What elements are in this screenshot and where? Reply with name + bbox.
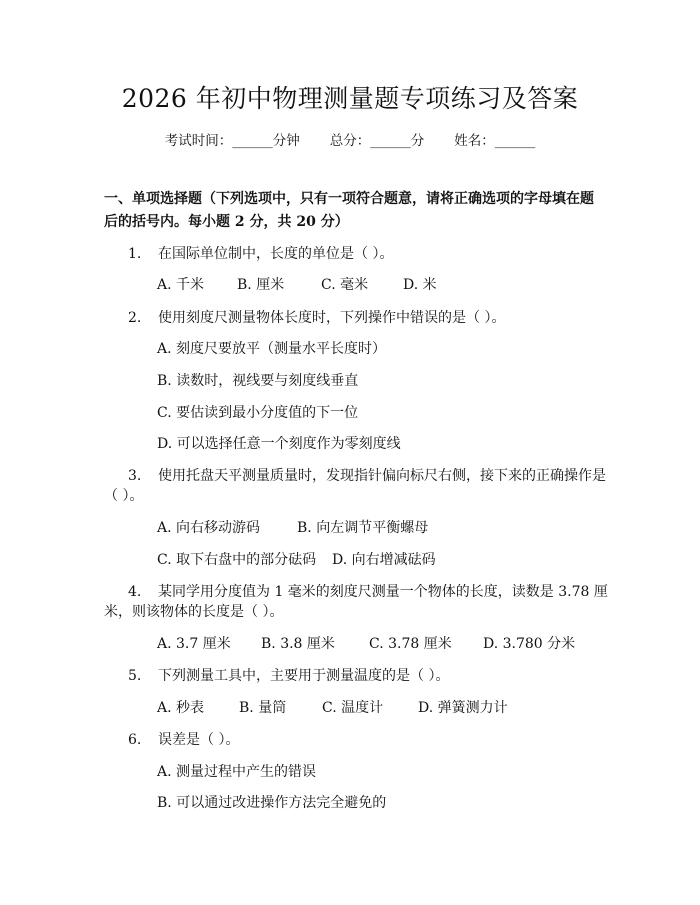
question-number: 4. [128,584,142,600]
score-label: 总分： [329,133,371,149]
question-4-options [157,634,575,654]
option-b: B. 向左调节平衡螺母 [297,520,429,536]
question-6-option-b: B. 可以通过改进操作方法完全避免的 [157,795,387,811]
question-3-options-row-1 [157,518,428,538]
option-a: A. 秒表 [157,700,205,716]
question-4-continuation: 米，则该物体的长度是（ ）。 [104,604,284,620]
exam-meta-line [0,131,700,151]
question-6 [128,730,239,750]
section-heading: 一、单项选择题（下列选项中，只有一项符合题意，请将正确选项的字母填在题后的括号内。每小题 2 分，共 20 分） [104,191,594,230]
question-6-option-a: A. 测量过程中产生的错误 [157,764,317,780]
question-text: 下列测量工具中，主要用于测量温度的是（ ）。 [158,668,450,684]
question-2-option-a: A. 刻度尺要放平（测量水平长度时） [157,341,387,357]
question-number: 2. [128,310,142,326]
question-number: 3. [128,468,142,484]
question-3-options-row-2 [157,550,436,570]
time-unit: 分钟 [272,133,300,149]
option-d: D. 向右增减砝码 [332,552,436,568]
option-c: C. 取下右盘中的部分砝码 [157,552,317,568]
option-d: D. 米 [403,277,437,293]
name-label: 姓名： [454,133,495,149]
option-c: C. 温度计 [322,700,384,716]
page-title: 2026 年初中物理测量题专项练习及答案 [121,84,579,113]
question-text: 使用托盘天平测量质量时，发现指针偏向标尺右侧，接下来的正确操作是 [158,468,606,484]
option-d: D. 弹簧测力计 [418,700,508,716]
question-text: 在国际单位制中，长度的单位是（ ）。 [158,246,394,262]
question-2-option-b: B. 读数时，视线要与刻度线垂直 [157,373,359,389]
option-d: D. 3.780 分米 [483,636,576,652]
option-c: C. 3.78 厘米 [369,636,452,652]
option-b: B. 厘米 [237,277,285,293]
option-b: B. 量筒 [239,700,287,716]
question-5 [128,666,449,686]
question-1 [128,244,393,264]
question-4 [128,582,608,602]
option-a: A. 3.7 厘米 [157,636,231,652]
option-c: C. 毫米 [321,277,369,293]
option-a: A. 千米 [157,277,205,293]
question-text: 误差是（ ）。 [158,732,240,748]
question-3 [128,466,606,486]
question-1-options [157,275,437,295]
question-2-option-d: D. 可以选择任意一个刻度作为零刻度线 [157,436,401,452]
question-3-continuation: （ ）。 [104,488,144,504]
question-number: 6. [128,732,142,748]
question-number: 5. [128,668,142,684]
time-blank: ______ [232,133,273,149]
option-b: B. 3.8 厘米 [261,636,335,652]
question-5-options [157,698,508,718]
option-a: A. 向右移动游码 [157,520,261,536]
question-text: 使用刻度尺测量物体长度时，下列操作中错误的是（ ）。 [158,310,506,326]
question-text: 某同学用分度值为 1 毫米的刻度尺测量一个物体的长度，读数是 3.78 厘 [158,584,608,600]
time-label: 考试时间： [164,133,233,149]
score-blank: ______ [370,133,411,149]
score-unit: 分 [410,133,425,149]
name-blank: ______ [494,133,536,149]
question-number: 1. [128,246,142,262]
question-2-option-c: C. 要估读到最小分度值的下一位 [157,405,359,421]
question-2 [128,308,505,328]
